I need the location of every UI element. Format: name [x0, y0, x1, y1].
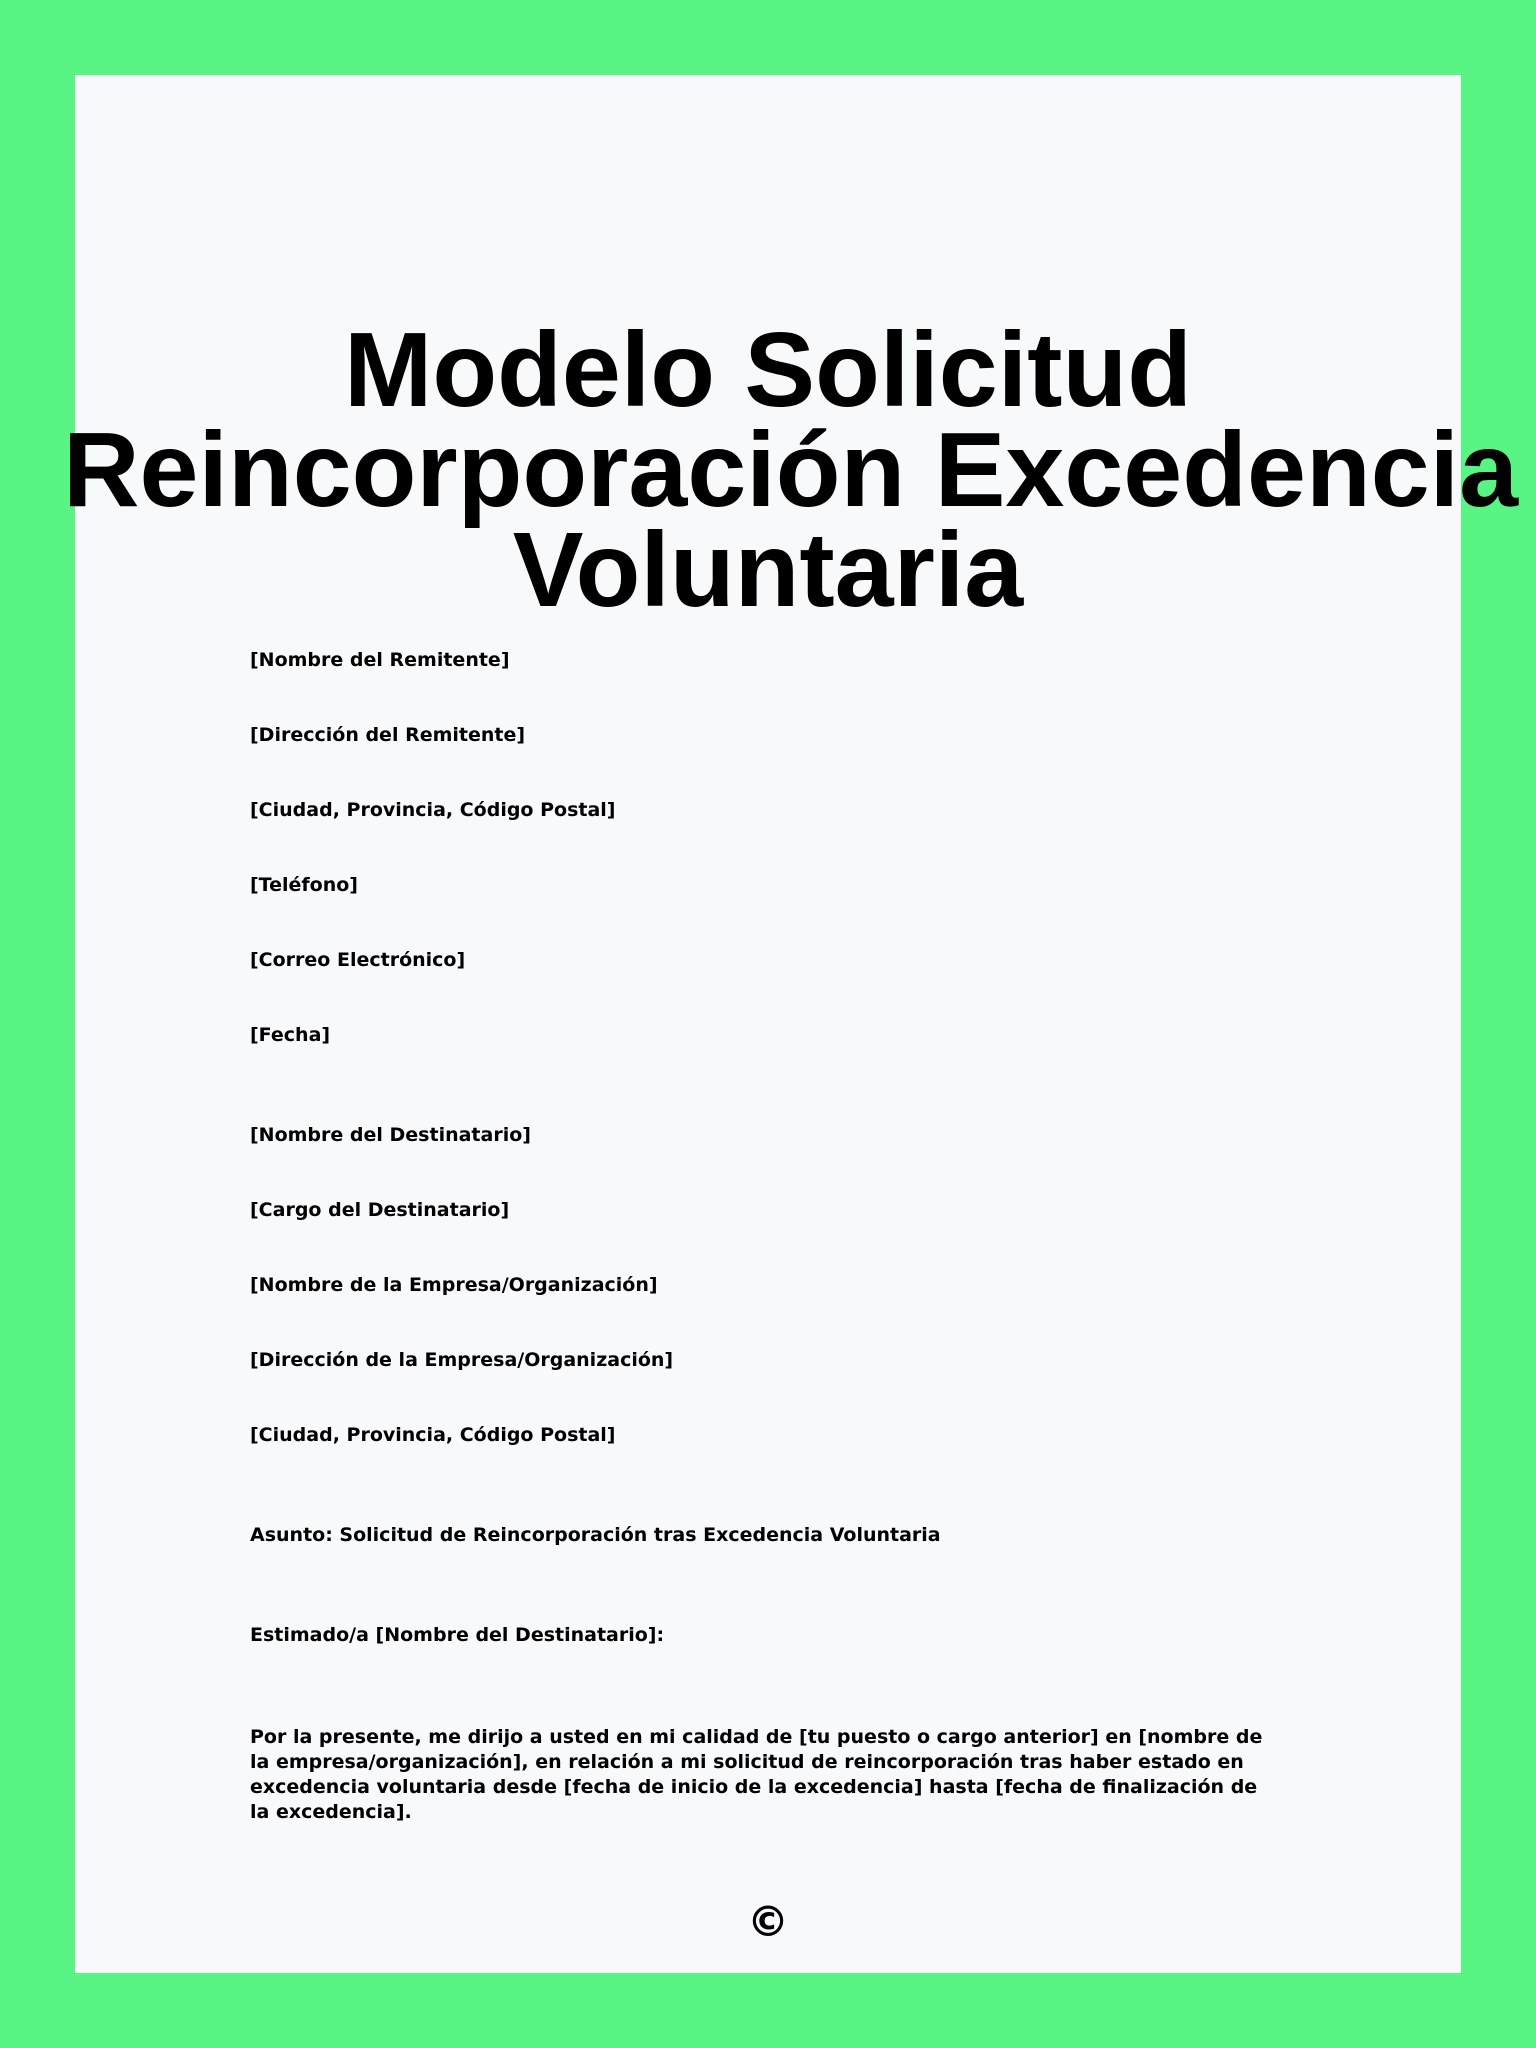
recipient-position: [Cargo del Destinatario] — [250, 1199, 510, 1221]
title-line-3: Voluntaria — [512, 511, 1024, 629]
letter-date: [Fecha] — [250, 1024, 331, 1046]
sender-city: [Ciudad, Provincia, Código Postal] — [250, 799, 616, 821]
copyright-icon: © — [747, 1897, 789, 1946]
sender-name: [Nombre del Remitente] — [250, 649, 510, 671]
document-title — [63, 311, 1519, 629]
sender-email: [Correo Electrónico] — [250, 949, 466, 971]
body-paragraph: Por la presente, me dirijo a usted en mi calidad de [tu puesto o cargo anterior] en [nombre de la empresa/organización], en relación a mi solicitud de reincorporación tras haber estado en excedencia voluntaria desde [fecha de inicio de la excedencia] hasta [fecha de finalización de la excedencia]. — [250, 1726, 1263, 1823]
sender-phone: [Teléfono] — [250, 874, 358, 896]
subject-line: Asunto: Solicitud de Reincorporación tras Excedencia Voluntaria — [250, 1524, 941, 1546]
title-line-1: Modelo Solicitud — [344, 311, 1192, 429]
title-line-2: Reincorporación Excedencia — [63, 411, 1519, 529]
recipient-company: [Nombre de la Empresa/Organización] — [250, 1274, 658, 1296]
sender-address: [Dirección del Remitente] — [250, 724, 526, 746]
document-page — [63, 75, 1519, 1973]
recipient-address: [Dirección de la Empresa/Organización] — [250, 1349, 674, 1371]
greeting: Estimado/a [Nombre del Destinatario]: — [250, 1624, 665, 1646]
recipient-city: [Ciudad, Provincia, Código Postal] — [250, 1424, 616, 1446]
recipient-name: [Nombre del Destinatario] — [250, 1124, 531, 1146]
